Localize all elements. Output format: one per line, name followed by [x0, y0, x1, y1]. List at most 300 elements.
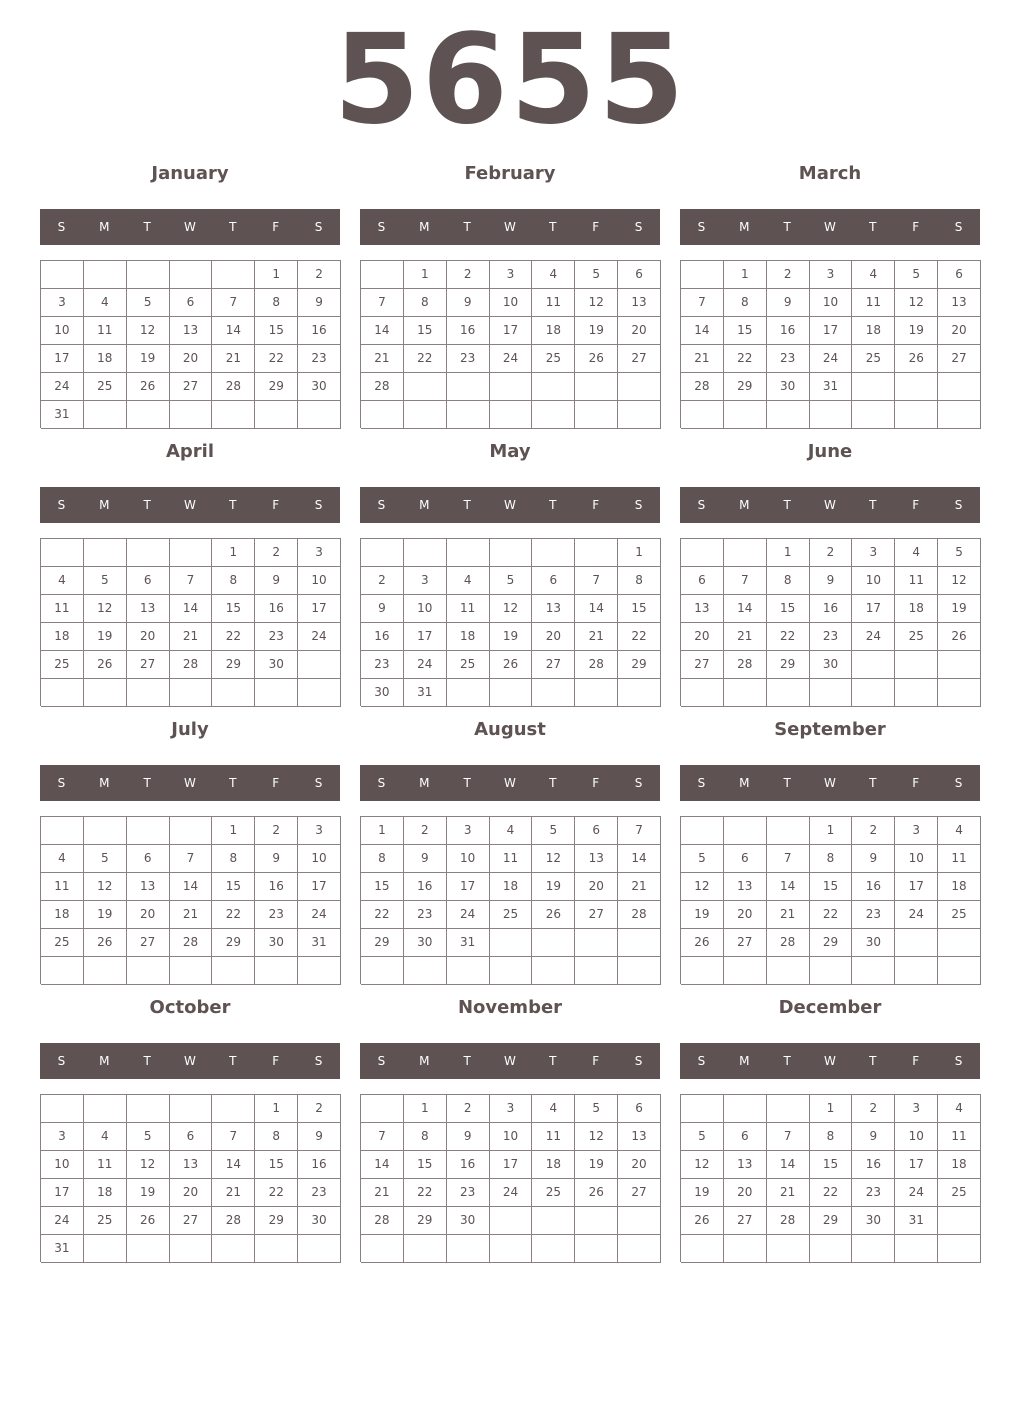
- empty-cell: [895, 679, 938, 707]
- empty-cell: [532, 401, 575, 429]
- day-cell: 25: [532, 345, 575, 373]
- empty-cell: [490, 679, 533, 707]
- day-cell: 14: [170, 873, 213, 901]
- weekday-label: F: [912, 776, 920, 790]
- day-cell: 27: [170, 373, 213, 401]
- weekday-label: T: [549, 1054, 557, 1068]
- day-cell: 19: [127, 1179, 170, 1207]
- day-cell: 9: [298, 1123, 341, 1151]
- month-name: October: [149, 997, 231, 1018]
- weekday-label: S: [314, 1054, 323, 1068]
- day-cell: 22: [255, 345, 298, 373]
- empty-cell: [490, 1235, 533, 1263]
- day-grid: [40, 1094, 341, 1262]
- empty-cell: [938, 1235, 981, 1263]
- day-cell: 24: [490, 345, 533, 373]
- weekday-header: [680, 209, 980, 245]
- empty-cell: [127, 1235, 170, 1263]
- day-cell: 28: [618, 901, 661, 929]
- weekday-label: W: [504, 1054, 516, 1068]
- weekday-label: F: [272, 220, 280, 234]
- day-cell: 13: [170, 317, 213, 345]
- day-cell: 26: [127, 373, 170, 401]
- empty-cell: [404, 373, 447, 401]
- day-cell: 4: [852, 261, 895, 289]
- day-cell: 1: [361, 817, 404, 845]
- empty-cell: [938, 957, 981, 985]
- empty-cell: [618, 1235, 661, 1263]
- day-cell: 21: [361, 345, 404, 373]
- empty-cell: [810, 679, 853, 707]
- day-cell: 15: [810, 1151, 853, 1179]
- day-cell: 6: [681, 567, 724, 595]
- day-cell: 15: [361, 873, 404, 901]
- empty-cell: [490, 373, 533, 401]
- day-cell: 20: [724, 901, 767, 929]
- day-cell: 21: [212, 345, 255, 373]
- day-cell: 23: [767, 345, 810, 373]
- empty-cell: [681, 817, 724, 845]
- empty-cell: [361, 261, 404, 289]
- day-cell: 9: [852, 845, 895, 873]
- day-cell: 20: [127, 623, 170, 651]
- empty-cell: [41, 957, 84, 985]
- day-cell: 27: [532, 651, 575, 679]
- empty-cell: [298, 1235, 341, 1263]
- weekday-header: [680, 765, 980, 801]
- day-cell: 17: [490, 317, 533, 345]
- weekday-label: T: [783, 776, 791, 790]
- empty-cell: [490, 401, 533, 429]
- day-cell: 20: [938, 317, 981, 345]
- day-cell: 6: [532, 567, 575, 595]
- day-cell: 6: [170, 1123, 213, 1151]
- weekday-label: W: [504, 776, 516, 790]
- day-cell: 8: [212, 567, 255, 595]
- weekday-label: S: [57, 498, 66, 512]
- day-cell: 30: [404, 929, 447, 957]
- day-cell: 14: [361, 317, 404, 345]
- day-cell: 7: [618, 817, 661, 845]
- day-cell: 29: [212, 651, 255, 679]
- day-cell: 31: [404, 679, 447, 707]
- day-cell: 20: [681, 623, 724, 651]
- day-cell: 3: [41, 289, 84, 317]
- day-cell: 28: [361, 1207, 404, 1235]
- day-cell: 28: [170, 929, 213, 957]
- empty-cell: [170, 1235, 213, 1263]
- weekday-label: F: [592, 220, 600, 234]
- day-cell: 14: [618, 845, 661, 873]
- weekday-label: W: [184, 498, 196, 512]
- empty-cell: [895, 1235, 938, 1263]
- empty-cell: [681, 1235, 724, 1263]
- day-cell: 10: [490, 289, 533, 317]
- day-cell: 20: [618, 1151, 661, 1179]
- day-cell: 31: [810, 373, 853, 401]
- empty-cell: [575, 929, 618, 957]
- day-cell: 19: [84, 623, 127, 651]
- day-cell: 23: [255, 901, 298, 929]
- day-cell: 12: [532, 845, 575, 873]
- day-cell: 16: [255, 873, 298, 901]
- day-cell: 5: [575, 261, 618, 289]
- day-cell: 12: [575, 1123, 618, 1151]
- empty-cell: [447, 539, 490, 567]
- day-cell: 10: [298, 567, 341, 595]
- empty-cell: [724, 1095, 767, 1123]
- empty-cell: [618, 1207, 661, 1235]
- day-cell: 2: [255, 539, 298, 567]
- weekday-label: W: [824, 776, 836, 790]
- empty-cell: [852, 957, 895, 985]
- day-cell: 28: [767, 929, 810, 957]
- empty-cell: [618, 679, 661, 707]
- weekday-label: T: [549, 498, 557, 512]
- empty-cell: [255, 679, 298, 707]
- weekday-label: S: [57, 220, 66, 234]
- weekday-label: M: [99, 220, 110, 234]
- day-cell: 1: [255, 1095, 298, 1123]
- empty-cell: [532, 957, 575, 985]
- day-cell: 8: [618, 567, 661, 595]
- day-cell: 14: [681, 317, 724, 345]
- day-cell: 23: [447, 1179, 490, 1207]
- day-cell: 7: [170, 845, 213, 873]
- empty-cell: [127, 539, 170, 567]
- month-name: August: [474, 719, 546, 740]
- day-cell: 11: [532, 1123, 575, 1151]
- empty-cell: [127, 679, 170, 707]
- day-cell: 7: [681, 289, 724, 317]
- weekday-header: [360, 765, 660, 801]
- day-cell: 29: [767, 651, 810, 679]
- day-cell: 18: [895, 595, 938, 623]
- day-cell: 9: [447, 289, 490, 317]
- day-cell: 11: [84, 1151, 127, 1179]
- day-cell: 3: [447, 817, 490, 845]
- day-cell: 11: [532, 289, 575, 317]
- day-cell: 28: [170, 651, 213, 679]
- day-cell: 20: [127, 901, 170, 929]
- empty-cell: [575, 957, 618, 985]
- empty-cell: [767, 401, 810, 429]
- day-cell: 16: [767, 317, 810, 345]
- weekday-label: W: [824, 1054, 836, 1068]
- day-cell: 24: [810, 345, 853, 373]
- day-cell: 14: [361, 1151, 404, 1179]
- day-cell: 2: [298, 1095, 341, 1123]
- weekday-label: S: [954, 1054, 963, 1068]
- weekday-label: T: [229, 1054, 237, 1068]
- weekday-label: F: [592, 776, 600, 790]
- day-cell: 16: [852, 873, 895, 901]
- day-cell: 7: [361, 289, 404, 317]
- empty-cell: [810, 401, 853, 429]
- empty-cell: [852, 679, 895, 707]
- day-cell: 9: [404, 845, 447, 873]
- empty-cell: [212, 679, 255, 707]
- empty-cell: [127, 817, 170, 845]
- day-cell: 23: [361, 651, 404, 679]
- day-cell: 2: [810, 539, 853, 567]
- day-cell: 3: [490, 261, 533, 289]
- empty-cell: [852, 373, 895, 401]
- day-cell: 17: [490, 1151, 533, 1179]
- day-cell: 6: [170, 289, 213, 317]
- empty-cell: [724, 957, 767, 985]
- day-cell: 1: [404, 1095, 447, 1123]
- empty-cell: [255, 1235, 298, 1263]
- weekday-label: S: [377, 776, 386, 790]
- day-cell: 26: [575, 345, 618, 373]
- day-cell: 30: [852, 1207, 895, 1235]
- weekday-label: S: [314, 776, 323, 790]
- empty-cell: [852, 651, 895, 679]
- empty-cell: [41, 261, 84, 289]
- weekday-header: [40, 487, 340, 523]
- day-cell: 24: [447, 901, 490, 929]
- day-cell: 23: [298, 345, 341, 373]
- day-cell: 16: [404, 873, 447, 901]
- weekday-label: T: [869, 776, 877, 790]
- empty-cell: [404, 401, 447, 429]
- day-cell: 2: [255, 817, 298, 845]
- day-cell: 18: [490, 873, 533, 901]
- empty-cell: [724, 679, 767, 707]
- day-cell: 12: [127, 1151, 170, 1179]
- weekday-label: T: [783, 220, 791, 234]
- weekday-label: S: [634, 776, 643, 790]
- empty-cell: [681, 401, 724, 429]
- day-cell: 6: [618, 1095, 661, 1123]
- empty-cell: [618, 929, 661, 957]
- day-cell: 19: [575, 1151, 618, 1179]
- day-cell: 7: [575, 567, 618, 595]
- day-cell: 18: [447, 623, 490, 651]
- day-cell: 18: [532, 1151, 575, 1179]
- day-cell: 12: [938, 567, 981, 595]
- empty-cell: [724, 817, 767, 845]
- empty-cell: [84, 817, 127, 845]
- empty-cell: [532, 539, 575, 567]
- empty-cell: [618, 401, 661, 429]
- day-cell: 15: [724, 317, 767, 345]
- day-cell: 2: [298, 261, 341, 289]
- day-cell: 4: [532, 1095, 575, 1123]
- day-grid: [360, 260, 661, 428]
- day-cell: 10: [810, 289, 853, 317]
- empty-cell: [575, 539, 618, 567]
- day-cell: 10: [447, 845, 490, 873]
- month-name: November: [457, 997, 563, 1018]
- day-cell: 25: [84, 373, 127, 401]
- day-cell: 24: [490, 1179, 533, 1207]
- day-cell: 1: [767, 539, 810, 567]
- day-grid: [360, 538, 661, 706]
- weekday-label: S: [634, 1054, 643, 1068]
- day-cell: 27: [724, 929, 767, 957]
- day-cell: 16: [810, 595, 853, 623]
- day-cell: 22: [255, 1179, 298, 1207]
- empty-cell: [575, 401, 618, 429]
- empty-cell: [724, 539, 767, 567]
- day-cell: 22: [767, 623, 810, 651]
- day-cell: 24: [41, 373, 84, 401]
- day-cell: 19: [938, 595, 981, 623]
- empty-cell: [404, 957, 447, 985]
- weekday-label: S: [377, 220, 386, 234]
- day-cell: 30: [767, 373, 810, 401]
- day-cell: 5: [895, 261, 938, 289]
- day-cell: 6: [575, 817, 618, 845]
- day-cell: 18: [532, 317, 575, 345]
- empty-cell: [212, 1095, 255, 1123]
- day-cell: 3: [298, 539, 341, 567]
- empty-cell: [767, 1235, 810, 1263]
- day-cell: 22: [618, 623, 661, 651]
- day-cell: 20: [724, 1179, 767, 1207]
- empty-cell: [361, 401, 404, 429]
- day-cell: 19: [575, 317, 618, 345]
- day-cell: 26: [895, 345, 938, 373]
- day-cell: 24: [298, 623, 341, 651]
- day-cell: 21: [767, 901, 810, 929]
- day-cell: 3: [490, 1095, 533, 1123]
- day-cell: 17: [895, 1151, 938, 1179]
- day-cell: 25: [938, 901, 981, 929]
- day-cell: 10: [298, 845, 341, 873]
- empty-cell: [298, 651, 341, 679]
- day-cell: 1: [212, 817, 255, 845]
- year-title: 5655: [333, 8, 687, 152]
- day-cell: 8: [724, 289, 767, 317]
- day-cell: 7: [170, 567, 213, 595]
- day-cell: 16: [361, 623, 404, 651]
- day-cell: 10: [490, 1123, 533, 1151]
- day-cell: 5: [681, 845, 724, 873]
- day-cell: 25: [447, 651, 490, 679]
- empty-cell: [404, 539, 447, 567]
- day-cell: 13: [575, 845, 618, 873]
- empty-cell: [895, 401, 938, 429]
- day-cell: 8: [404, 289, 447, 317]
- day-cell: 7: [212, 1123, 255, 1151]
- day-cell: 30: [298, 373, 341, 401]
- day-cell: 6: [618, 261, 661, 289]
- day-cell: 12: [575, 289, 618, 317]
- day-cell: 6: [724, 1123, 767, 1151]
- day-cell: 5: [84, 845, 127, 873]
- empty-cell: [532, 1235, 575, 1263]
- weekday-label: F: [592, 1054, 600, 1068]
- day-cell: 24: [852, 623, 895, 651]
- empty-cell: [490, 539, 533, 567]
- day-cell: 1: [212, 539, 255, 567]
- day-cell: 25: [532, 1179, 575, 1207]
- day-cell: 21: [170, 623, 213, 651]
- day-cell: 6: [938, 261, 981, 289]
- empty-cell: [84, 1235, 127, 1263]
- day-grid: [680, 816, 981, 984]
- day-cell: 26: [127, 1207, 170, 1235]
- weekday-header: [40, 209, 340, 245]
- day-cell: 7: [212, 289, 255, 317]
- day-cell: 23: [852, 901, 895, 929]
- day-cell: 14: [212, 317, 255, 345]
- day-cell: 12: [681, 1151, 724, 1179]
- day-cell: 30: [361, 679, 404, 707]
- day-cell: 3: [895, 817, 938, 845]
- day-cell: 7: [767, 845, 810, 873]
- weekday-label: F: [272, 776, 280, 790]
- day-cell: 2: [361, 567, 404, 595]
- weekday-label: M: [419, 220, 430, 234]
- empty-cell: [681, 261, 724, 289]
- day-cell: 22: [724, 345, 767, 373]
- day-cell: 8: [361, 845, 404, 873]
- weekday-label: W: [824, 220, 836, 234]
- empty-cell: [170, 539, 213, 567]
- day-cell: 23: [255, 623, 298, 651]
- day-cell: 4: [938, 817, 981, 845]
- day-cell: 20: [618, 317, 661, 345]
- day-cell: 8: [255, 1123, 298, 1151]
- day-cell: 16: [298, 317, 341, 345]
- empty-cell: [127, 261, 170, 289]
- day-cell: 4: [490, 817, 533, 845]
- day-cell: 13: [724, 1151, 767, 1179]
- empty-cell: [852, 401, 895, 429]
- weekday-label: S: [634, 498, 643, 512]
- weekday-label: M: [99, 498, 110, 512]
- weekday-label: W: [184, 776, 196, 790]
- weekday-header: [680, 487, 980, 523]
- day-cell: 23: [404, 901, 447, 929]
- day-cell: 11: [895, 567, 938, 595]
- weekday-label: M: [419, 776, 430, 790]
- day-cell: 21: [724, 623, 767, 651]
- weekday-label: T: [229, 498, 237, 512]
- day-cell: 13: [618, 1123, 661, 1151]
- day-cell: 13: [938, 289, 981, 317]
- empty-cell: [895, 651, 938, 679]
- weekday-label: M: [419, 498, 430, 512]
- day-cell: 19: [895, 317, 938, 345]
- day-cell: 25: [490, 901, 533, 929]
- weekday-label: F: [272, 498, 280, 512]
- day-cell: 5: [127, 1123, 170, 1151]
- day-cell: 2: [852, 1095, 895, 1123]
- day-cell: 25: [84, 1207, 127, 1235]
- day-cell: 2: [767, 261, 810, 289]
- day-cell: 25: [895, 623, 938, 651]
- day-cell: 13: [618, 289, 661, 317]
- day-cell: 18: [938, 873, 981, 901]
- day-cell: 28: [767, 1207, 810, 1235]
- empty-cell: [212, 957, 255, 985]
- empty-cell: [170, 817, 213, 845]
- weekday-label: T: [143, 776, 151, 790]
- empty-cell: [255, 401, 298, 429]
- empty-cell: [41, 539, 84, 567]
- day-cell: 16: [447, 317, 490, 345]
- empty-cell: [361, 1235, 404, 1263]
- empty-cell: [127, 957, 170, 985]
- month-name: December: [778, 997, 882, 1018]
- weekday-label: T: [143, 498, 151, 512]
- day-cell: 16: [255, 595, 298, 623]
